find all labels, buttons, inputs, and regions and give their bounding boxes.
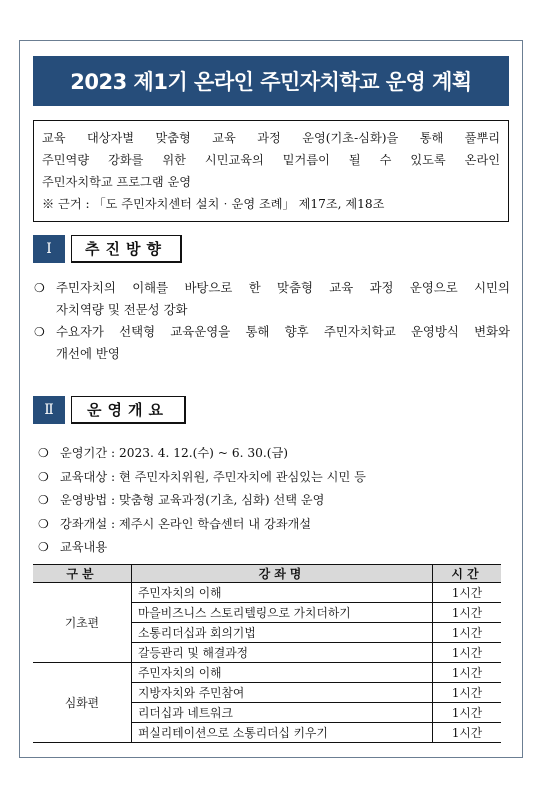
list-item <box>38 442 366 466</box>
item-text: 교육대상 : 현 주민자치위원, 주민자치에 관심있는 시민 등 <box>60 469 366 484</box>
summary-line: 주민자치학교 프로그램 운영 <box>42 175 192 189</box>
list-item <box>38 536 366 560</box>
course-name: 퍼실리테이션으로 소통리더십 키우기 <box>132 723 433 743</box>
table-row <box>33 583 501 603</box>
summary-line: 교육 대상자별 맞춤형 교육 과정 운영(기초-심화)을 통해 풀뿌리 <box>42 131 500 145</box>
summary-box <box>33 120 509 222</box>
section-title: 운영개요 <box>71 396 186 424</box>
list-item <box>34 321 510 365</box>
summary-basis: ※ 근거 : 「도 주민자치센터 설치‧운영 조례」 제17조, 제18조 <box>42 197 385 211</box>
course-time: 1시간 <box>433 703 502 723</box>
column-header-time: 시간 <box>433 565 502 583</box>
section1-bullets <box>34 277 510 365</box>
item-text: 교육내용 <box>60 540 108 554</box>
section2-items <box>38 442 366 560</box>
section-number: Ⅱ <box>33 396 65 424</box>
item-text: 강좌개설 : 제주시 온라인 학습센터 내 강좌개설 <box>60 516 312 531</box>
circle-bullet-icon: ❍ <box>38 493 49 507</box>
list-item <box>38 466 366 490</box>
bullet-line: 주민자치의 이해를 바탕으로 한 맞춤형 교육 과정 운영으로 시민의 <box>56 280 510 295</box>
course-time: 1시간 <box>433 603 502 623</box>
column-header-course: 강좌명 <box>132 565 433 583</box>
section-heading-2 <box>33 396 186 424</box>
table-header-row <box>33 565 501 583</box>
circle-bullet-icon: ❍ <box>38 446 49 460</box>
course-name: 지방자치와 주민참여 <box>132 683 433 703</box>
circle-bullet-icon: ❍ <box>38 469 49 484</box>
course-name: 마을비즈니스 스토리텔링으로 가치더하기 <box>132 603 433 623</box>
circle-bullet-icon: ❍ <box>38 516 49 531</box>
course-time: 1시간 <box>433 623 502 643</box>
course-time: 1시간 <box>433 643 502 663</box>
course-name: 주민자치의 이해 <box>132 583 433 603</box>
section-title: 추진방향 <box>71 235 182 263</box>
course-table <box>33 564 501 743</box>
bullet-line: 자치역량 및 전문성 강화 <box>56 302 188 317</box>
circle-bullet-icon: ❍ <box>38 540 49 554</box>
table-row <box>33 663 501 683</box>
summary-line: 주민역량 강화를 위한 시민교육의 밑거름이 될 수 있도록 온라인 <box>42 153 500 167</box>
bullet-line: 수요자가 선택형 교육운영을 통해 향후 주민자치학교 운영방식 변화와 <box>56 324 510 339</box>
circle-bullet-icon: ❍ <box>34 325 45 339</box>
circle-bullet-icon: ❍ <box>34 281 45 295</box>
list-item <box>38 513 366 537</box>
list-item <box>34 277 510 321</box>
page-title: 2023 제1기 온라인 주민자치학교 운영 계획 <box>33 56 509 106</box>
course-name: 소통리더십과 회의기법 <box>132 623 433 643</box>
course-time: 1시간 <box>433 583 502 603</box>
course-name: 리더십과 네트워크 <box>132 703 433 723</box>
column-header-category: 구분 <box>33 565 132 583</box>
course-name: 갈등관리 및 해결과정 <box>132 643 433 663</box>
group-name: 기초편 <box>33 583 132 663</box>
list-item <box>38 489 366 513</box>
item-text: 운영방법 : 맞춤형 교육과정(기초, 심화) 선택 운영 <box>60 493 325 507</box>
course-time: 1시간 <box>433 683 502 703</box>
group-name: 심화편 <box>33 663 132 743</box>
bullet-line: 개선에 반영 <box>56 346 120 361</box>
section-number: Ⅰ <box>33 235 65 263</box>
section-heading-1 <box>33 235 182 263</box>
course-time: 1시간 <box>433 663 502 683</box>
course-time: 1시간 <box>433 723 502 743</box>
course-name: 주민자치의 이해 <box>132 663 433 683</box>
item-text: 운영기간 : 2023. 4. 12.(수) ~ 6. 30.(금) <box>60 446 289 460</box>
